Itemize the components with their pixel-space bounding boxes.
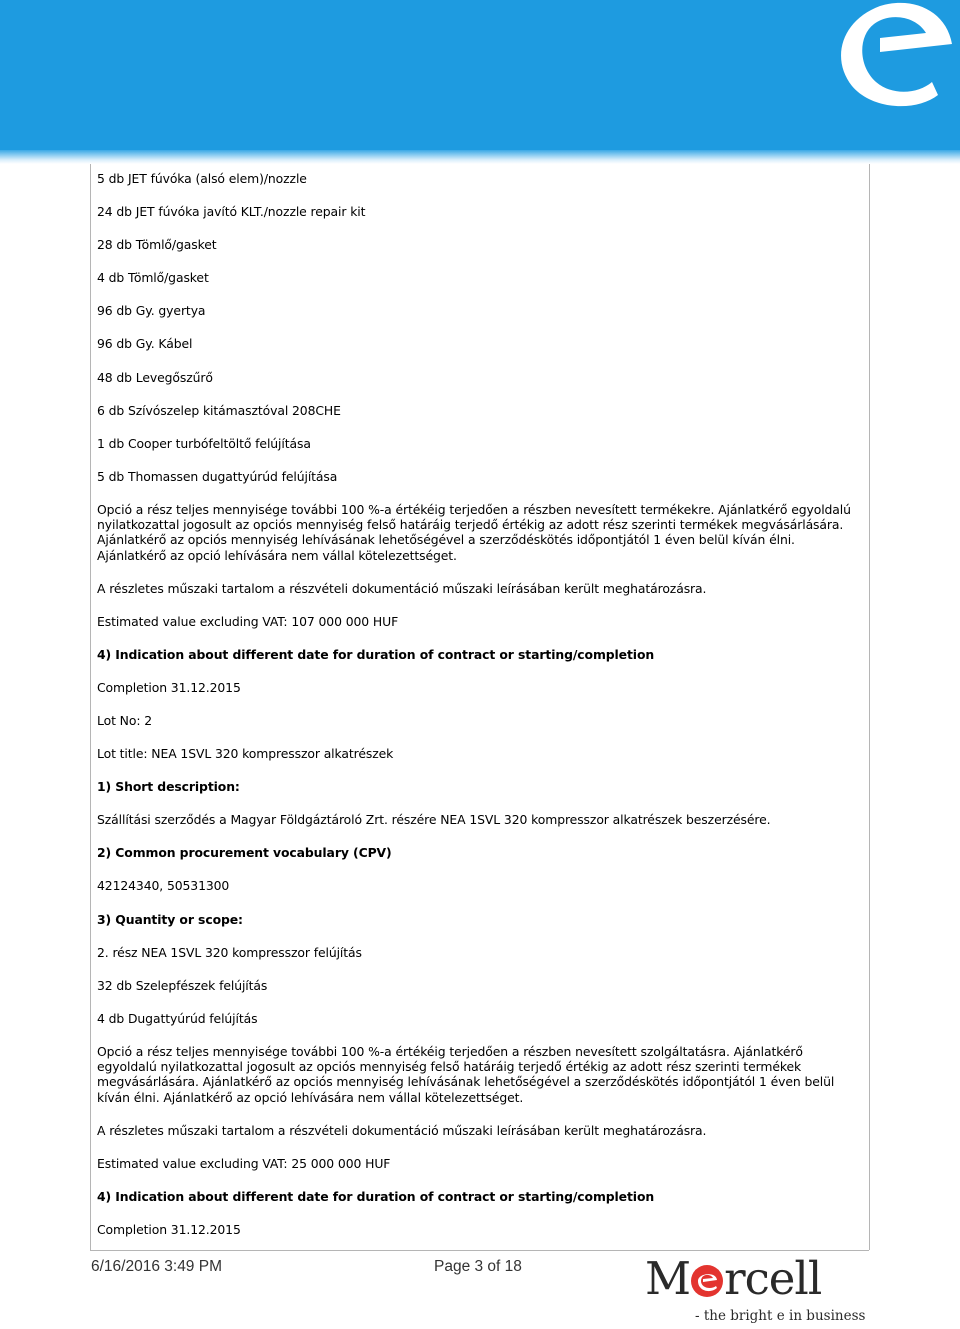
estimated-value: Estimated value excluding VAT: 25 000 000 HUF [97, 1155, 391, 1171]
body-line: 24 db JET fúvóka javító KLT./nozzle repair kit [97, 204, 366, 220]
completion-date: Completion 31.12.2015 [97, 679, 241, 695]
body-line: 2. rész NEA 1SVL 320 kompresszor felújítás [97, 944, 362, 960]
body-line: 4 db Dugattyúrúd felújítás [97, 1010, 258, 1026]
body-line: 1 db Cooper turbófeltöltő felújítása [97, 435, 311, 451]
body-line: 5 db JET fúvóka (alsó elem)/nozzle [97, 171, 307, 186]
section-heading: 4) Indication about different date for duration of contract or starting/completion [97, 646, 655, 662]
section-heading: 2) Common procurement vocabulary (CPV) [97, 845, 392, 861]
body-line: A részletes műszaki tartalom a részvételi dokumentáció műszaki leírásában került meghatározásra. [97, 1122, 707, 1138]
brand-name [645, 1253, 821, 1305]
red-e-logo-icon [690, 1259, 724, 1299]
brand-name-post: rcell [724, 1252, 822, 1305]
lot-title: Lot title: NEA 1SVL 320 kompresszor alkatrészek [97, 746, 394, 762]
marcell-logo [645, 1253, 865, 1329]
document-body [97, 171, 857, 1255]
body-line: 32 db Szelepfészek felújítás [97, 977, 268, 993]
body-line: 96 db Gy. Kábel [97, 336, 193, 352]
option-paragraph: Opció a rész teljes mennyisége további 100 %-a értékéig terjedően a részben nevesített szolgáltatásra. Ajánlatkérő egyoldalú nyilatkozattal jogosult az opciós mennyiség felső határáig terjedő értékig az adott rész szerinti termékek megvásárlására. Ajánlatkérő az opciós mennyiség lehívásának lehetőségével a szerződéskötés időpontjától 1 éven belül kíván élni. Ajánlatkérő az opció lehívására nem vállal kötelezettséget. [97, 1043, 835, 1105]
header-band [0, 0, 960, 162]
lot-number: Lot No: 2 [97, 713, 153, 729]
body-line: 96 db Gy. gyertya [97, 303, 206, 319]
white-e-logo-icon [820, 0, 960, 112]
body-line: 6 db Szívószelep kitámasztóval 208CHE [97, 402, 341, 418]
brand-name-pre: M [645, 1252, 691, 1305]
header-shadow [0, 150, 960, 164]
section-heading: 4) Indication about different date for duration of contract or starting/completion [97, 1188, 655, 1204]
cpv-codes: 42124340, 50531300 [97, 878, 230, 894]
option-paragraph: Opció a rész teljes mennyisége további 100 %-a értékéig terjedően a részben nevesített termékekre. Ajánlatkérő egyoldalú nyilatkozattal jogosult az opciós mennyiség felső határáig terjedő értékig az adott rész szerinti termékek megvásárlására. Ajánlatkérő az opciós mennyiség lehívásának lehetőségével a szerződéskötés időpontjától 1 éven belül kíván élni. Ajánlatkérő az opció lehívására nem vállal kötelezettséget. [97, 501, 851, 563]
body-line: A részletes műszaki tartalom a részvételi dokumentáció műszaki leírásában került meghatározásra. [97, 580, 707, 596]
brand-tagline: - the bright e in business [695, 1308, 866, 1324]
section-heading: 3) Quantity or scope: [97, 911, 243, 927]
footer-page-number: Page 3 of 18 [434, 1258, 522, 1275]
body-line: 5 db Thomassen dugattyúrúd felújítása [97, 468, 338, 484]
body-line: Szállítási szerződés a Magyar Földgáztároló Zrt. részére NEA 1SVL 320 kompresszor alkatrészek beszerzésére. [97, 812, 771, 828]
completion-date: Completion 31.12.2015 [97, 1221, 241, 1237]
footer-date: 6/16/2016 3:49 PM [91, 1258, 222, 1275]
body-line: 48 db Levegőszűrő [97, 369, 213, 385]
body-line: 4 db Tömlő/gasket [97, 270, 209, 286]
section-heading: 1) Short description: [97, 779, 240, 795]
body-line: 28 db Tömlő/gasket [97, 237, 217, 253]
estimated-value: Estimated value excluding VAT: 107 000 000 HUF [97, 613, 399, 629]
footer-rule [90, 1250, 869, 1251]
